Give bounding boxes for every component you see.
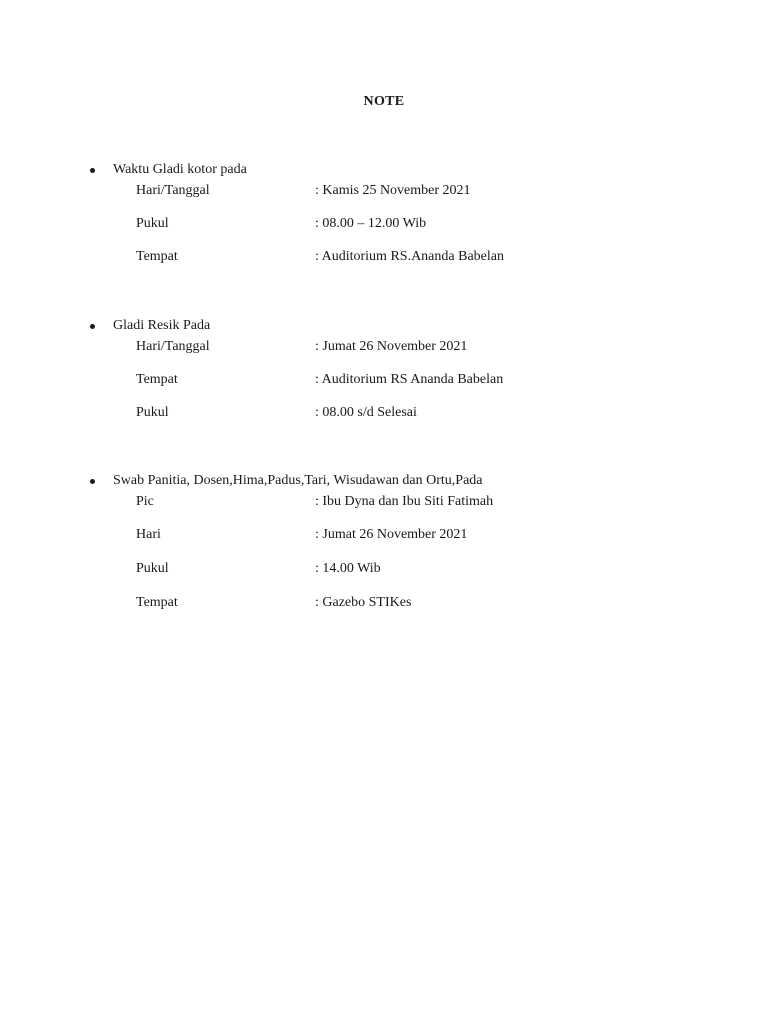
row-label: Pukul <box>136 561 169 576</box>
row-label: Hari/Tanggal <box>136 339 210 354</box>
section-heading: Waktu Gladi kotor pada <box>113 162 247 177</box>
row-value: : 08.00 – 12.00 Wib <box>315 216 427 231</box>
section-gladi-resik <box>0 316 768 420</box>
row-value: : Jumat 26 November 2021 <box>315 339 468 354</box>
row-value: : Gazebo STIKes <box>315 595 412 610</box>
row-label: Tempat <box>136 249 178 264</box>
bullet-item <box>0 471 768 491</box>
bullet-item <box>0 316 768 336</box>
detail-row <box>0 247 768 267</box>
row-value: : Auditorium RS Ananda Babelan <box>315 372 504 387</box>
section-heading: Gladi Resik Pada <box>113 318 211 333</box>
row-label: Hari/Tanggal <box>136 183 210 198</box>
page-title: NOTE <box>363 94 405 109</box>
detail-row <box>0 181 768 201</box>
row-value: : 08.00 s/d Selesai <box>315 405 417 420</box>
row-value: : Ibu Dyna dan Ibu Siti Fatimah <box>315 494 494 509</box>
row-label: Pukul <box>136 216 169 231</box>
row-value: : Kamis 25 November 2021 <box>315 183 471 198</box>
row-value: : Jumat 26 November 2021 <box>315 527 468 542</box>
detail-row <box>0 593 768 613</box>
row-label: Pic <box>136 494 154 509</box>
section-gladi-kotor <box>0 160 768 264</box>
detail-row <box>0 370 768 390</box>
detail-row <box>0 214 768 234</box>
row-label: Tempat <box>136 595 178 610</box>
row-label: Pukul <box>136 405 169 420</box>
bullet-item <box>0 160 768 180</box>
detail-row <box>0 492 768 512</box>
section-heading: Swab Panitia, Dosen,Hima,Padus,Tari, Wisudawan dan Ortu,Pada <box>113 473 483 488</box>
row-label: Tempat <box>136 372 178 387</box>
detail-row <box>0 403 768 423</box>
section-swab <box>0 471 768 610</box>
row-label: Hari <box>136 527 161 542</box>
detail-row <box>0 337 768 357</box>
row-value: : Auditorium RS.Ananda Babelan <box>315 249 504 264</box>
bullet-icon <box>90 479 95 484</box>
detail-row <box>0 525 768 545</box>
row-value: : 14.00 Wib <box>315 561 381 576</box>
bullet-icon <box>90 324 95 329</box>
detail-row <box>0 559 768 579</box>
bullet-icon <box>90 168 95 173</box>
